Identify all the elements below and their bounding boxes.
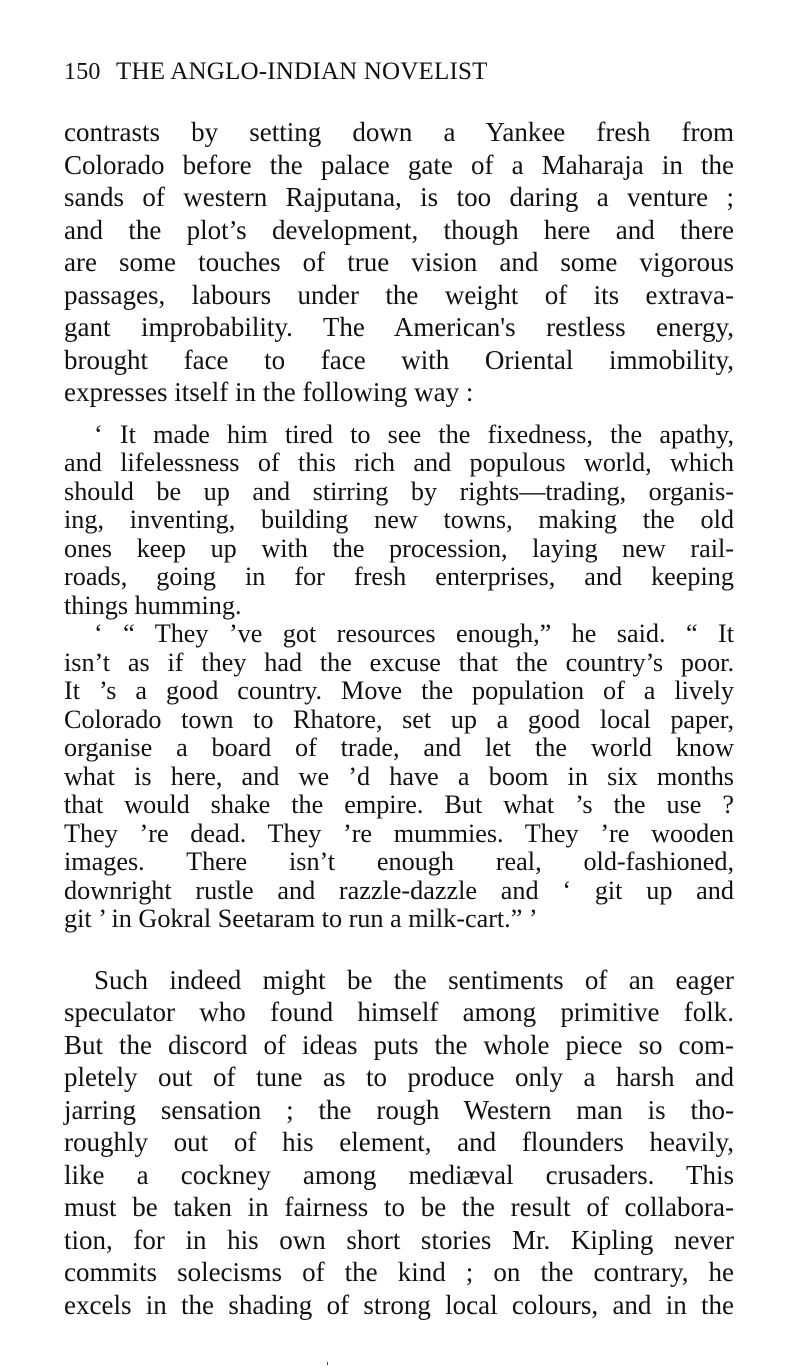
text-line: excels in the shading of strong local colours, and in the xyxy=(64,1289,734,1320)
quote-line: ing, inventing, building new towns, making the old xyxy=(64,505,734,534)
text-line: roughly out of his element, and flounders heavily, xyxy=(64,1127,734,1157)
text-line: sands of western Rajputana, is too daring a venture ; xyxy=(64,182,734,212)
quote-line: downright rustle and razzle-dazzle and ‘ git up and xyxy=(64,875,734,905)
quote-line: things humming. xyxy=(64,590,242,620)
text-line: commits solecisms of the kind ; on the contrary, he xyxy=(64,1257,734,1287)
running-head-title: THE ANGLO-INDIAN NOVELIST xyxy=(116,58,488,85)
quote-line: They ’re dead. They ’re mummies. They ’re wooden xyxy=(64,818,734,848)
text-line: and the plot’s development, though here and there xyxy=(64,214,734,245)
text-line: like a cockney among mediæval crusaders. This xyxy=(64,1159,734,1190)
text-line: pletely out of tune as to produce only a harsh and xyxy=(64,1062,734,1092)
page-body xyxy=(64,116,734,1321)
block-quotation xyxy=(64,421,734,934)
quote-line: roads, going in for fresh enterprises, and keeping xyxy=(64,562,734,591)
text-line: Colorado before the palace gate of a Maharaja in the xyxy=(64,149,734,180)
text-line: Such indeed might be the sentiments of an eager xyxy=(94,964,734,995)
paragraph-1 xyxy=(64,116,734,409)
text-line: passages, labours under the weight of its extrava- xyxy=(64,279,734,310)
page-number: 150 xyxy=(64,59,101,85)
text-line: jarring sensation ; the rough Western man is tho- xyxy=(64,1094,734,1125)
quote-line: should be up and stirring by rights—trading, organis- xyxy=(64,476,734,506)
quote-line: ones keep up with the procession, laying new rail- xyxy=(64,533,734,563)
quote-line: git ’ in Gokral Seetaram to run a milk-cart.” ’ xyxy=(64,904,538,933)
quote-line: that would shake the empire. But what ’s the use ? xyxy=(64,790,734,819)
text-line: speculator who found himself among primitive folk. xyxy=(64,997,734,1027)
quote-line: Colorado town to Rhatore, set up a good local paper, xyxy=(64,704,734,734)
text-line: must be taken in fairness to be the result of collabora- xyxy=(64,1192,734,1222)
text-line: contrasts by setting down a Yankee fresh from xyxy=(64,117,734,147)
quote-line: It ’s a good country. Move the population of a lively xyxy=(64,676,734,705)
quote-line: what is here, and we ’d have a boom in six months xyxy=(64,761,734,791)
quote-line: and lifelessness of this rich and populous world, which xyxy=(64,448,734,477)
text-line: But the discord of ideas puts the whole piece so com- xyxy=(64,1029,734,1060)
text-line: expresses itself in the following way : xyxy=(64,377,474,407)
paragraph-2 xyxy=(64,964,734,1322)
scan-speck xyxy=(327,1362,328,1365)
text-line: gant improbability. The American's restless energy, xyxy=(64,312,734,342)
quote-line: isn’t as if they had the excuse that the country’s poor. xyxy=(64,647,734,677)
text-line: brought face to face with Oriental immobility, xyxy=(64,344,734,375)
book-page xyxy=(64,58,734,1321)
running-head xyxy=(64,58,734,98)
quote-line: ‘ It made him tired to see the fixedness, the apathy, xyxy=(94,419,734,449)
quote-line: images. There isn’t enough real, old-fashioned, xyxy=(64,847,734,876)
quote-line: organise a board of trade, and let the world know xyxy=(64,733,734,762)
text-line: tion, for in his own short stories Mr. Kipling never xyxy=(64,1224,734,1255)
text-line: are some touches of true vision and some vigorous xyxy=(64,247,734,277)
quote-line: ‘ “ They ’ve got resources enough,” he said. “ It xyxy=(94,619,734,648)
